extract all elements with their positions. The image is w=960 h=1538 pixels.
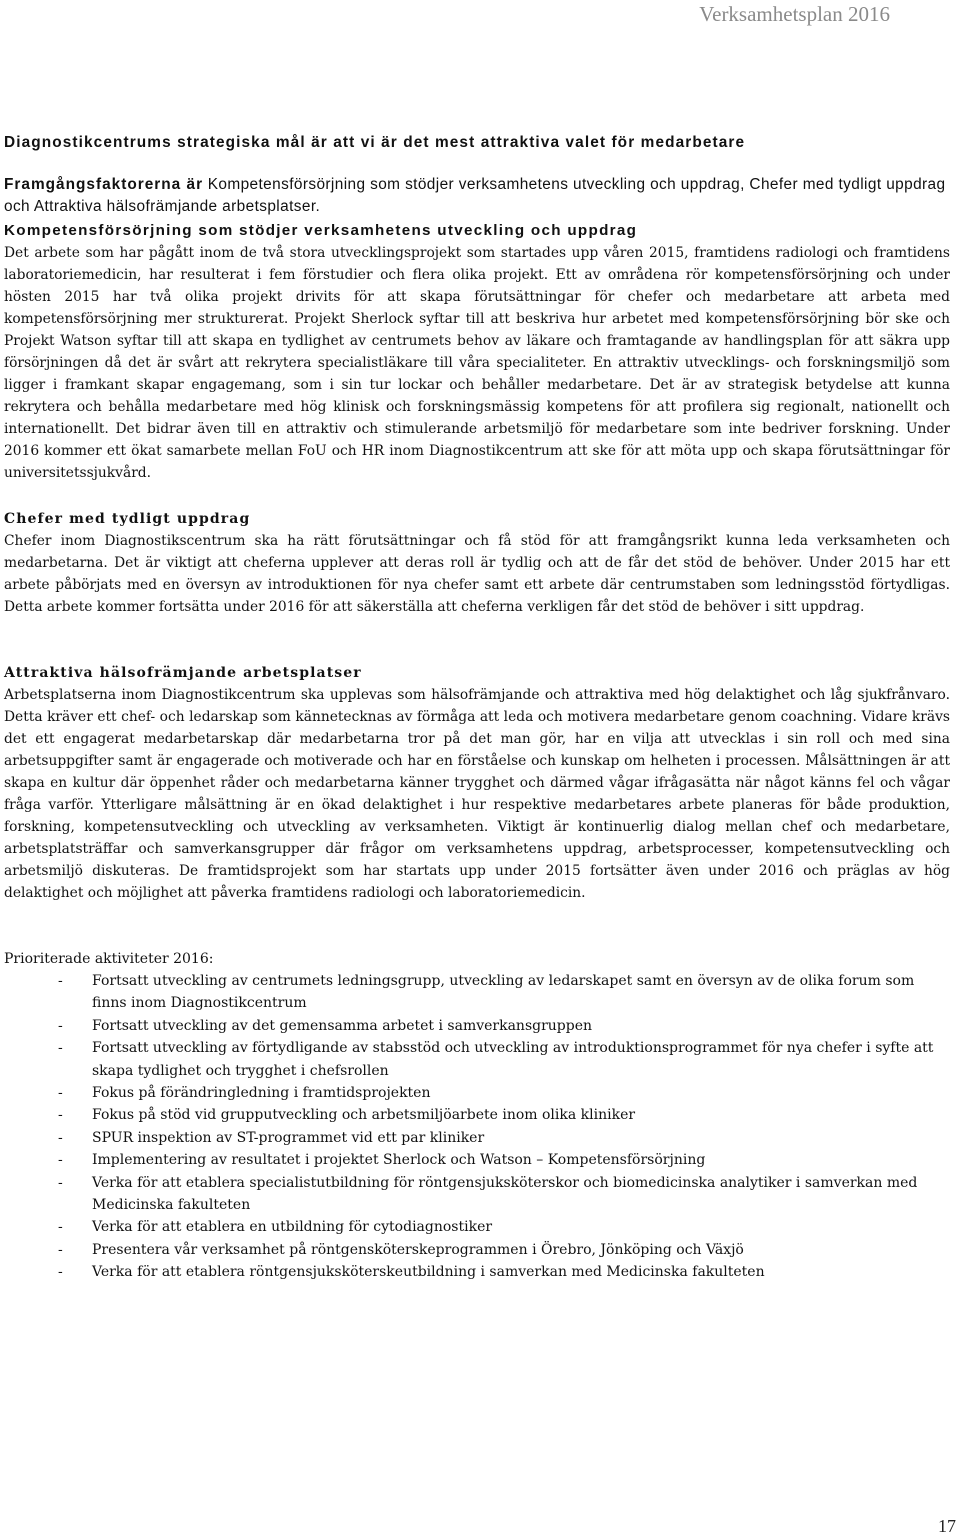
- success-factors-lead: Framgångsfaktorerna är: [4, 176, 204, 193]
- list-bullet: -: [58, 1219, 63, 1236]
- list-item: - Implementering av resultatet i projektet Sherlock och Watson – Kompetensförsörjning: [4, 1149, 950, 1171]
- section-competence: [4, 220, 950, 484]
- section-body-managers: Chefer inom Diagnostikscentrum ska ha rätt förutsättningar och få stöd för att framgångsrikt kunna leda verksamheten och medarbetarna. Det är viktigt att cheferna upplever att deras roll är tydlig och att de får det stöd de behöver. Under 2015 har ett arbete påbörjats med en översyn av introduktionen för nya chefer samt ett arbete där centrumstaben som ledningsstöd förtydligas. Detta arbete kommer fortsätta under 2016 för att säkerställa att cheferna verkligen får det stöd de behöver i sitt uppdrag.: [4, 533, 950, 615]
- list-bullet: -: [58, 1107, 63, 1124]
- list-item: - Verka för att etablera röntgensjuksköterskeutbildning i samverkan med Medicinska fakulteten: [4, 1261, 950, 1283]
- priorities-title: Prioriterade aktiviteter 2016:: [4, 951, 214, 967]
- success-factors-paragraph: [4, 174, 950, 218]
- list-bullet: -: [58, 1174, 63, 1191]
- list-bullet: -: [58, 1040, 63, 1057]
- document-header-title: Verksamhetsplan 2016: [699, 2, 890, 26]
- section-heading-competence: Kompetensförsörjning som stödjer verksamhetens utveckling och uppdrag: [4, 222, 638, 239]
- list-bullet: -: [58, 1129, 63, 1146]
- list-bullet: -: [58, 1085, 63, 1102]
- section-body-workplaces: Arbetsplatserna inom Diagnostikcentrum ska upplevas som hälsofrämjande och attraktiva med hög delaktighet och låg sjukfrånvaro. Detta kräver ett chef- och ledarskap som kännetecknas av förmåga att leda och motivera medarbetare genom coachning. Vidare krävs det ett engagerat medarbetarskap där medarbetarna tror på det man gör, har en vilja att utvecklas i sin roll och med sina arbetsuppgifter samt är engagerade och motiverade och har en förståelse och kunskap om helheten i processen. Målsättningen är att skapa en kultur där öppenhet råder och medarbetarna känner trygghet och därmed vågar ifrågasätta när något känns fel och vågar fråga varför. Ytterligare målsättning är en ökad delaktighet i hur respektive medarbetares arbete planeras för både produktion, forskning, kompetensutveckling och utveckling av verksamheten. Viktigt är kontinuerlig dialog mellan chef och medarbetare, arbetsplatsträffar och samverkansgrupper där frågor om verksamhetens uppdrag, arbetsprocesser, kompetensutveckling och arbetsmiljö diskuteras. De framtidsprojekt som har startats upp under 2015 fortsätter även under 2016 och präglas av hög delaktighet och möjlighet att påverka framtidens radiologi och laboratoriemedicin.: [4, 687, 950, 901]
- list-item: - Fortsatt utveckling av det gemensamma arbetet i samverkansgruppen: [4, 1015, 950, 1037]
- page-content: [4, 132, 950, 1284]
- section-body-competence: Det arbete som har pågått inom de två stora utvecklingsprojekt som startades upp våren 2015, framtidens radiologi och framtidens laboratoriemedicin, har resulterat i fem förstudier och flera olika projekt. Ett av områdena rör kompetensförsörjning och under hösten 2015 har två olika projekt drivits för att skapa förutsättningar för chefer och medarbetare att arbeta med kompetensförsörjning mer strukturerat. Projekt Sherlock syftar till att beskriva hur arbetet med kompetensförsörjning bör ske och Projekt Watson syftar till att skapa en tydlighet av centrumets behov av läkare och framtagande av handlingsplan för att säkra upp försörjningen då det är svårt att rekrytera specialistläkare till våra specialiteter. En attraktiv utvecklings- och forskningsmiljö som ligger i framkant skapar engagemang, som i sin tur lockar och behåller medarbetare. Det är av strategisk betydelse att kunna rekrytera och behålla medarbetare med hög klinisk och forskningsmässig kompetens för att profilera sig regionalt, nationellt och internationellt. Det bidrar även till en attraktiv och stimulerande arbetsmiljö för medarbetare som inte bedriver forskning. Under 2016 kommer ett ökat samarbete mellan FoU och HR inom Diagnostikcentrum att ske för att möta upp och skapa förutsättningar för universitetssjukvård.: [4, 245, 950, 481]
- list-bullet: -: [58, 1241, 63, 1258]
- list-item: - Presentera vår verksamhet på röntgensköterskeprogrammen i Örebro, Jönköping och Växjö: [4, 1239, 950, 1261]
- list-bullet: -: [58, 1152, 63, 1169]
- list-item: - SPUR inspektion av ST-programmet vid ett par kliniker: [4, 1127, 950, 1149]
- page-number: 17: [938, 1516, 956, 1536]
- section-heading-managers: Chefer med tydligt uppdrag: [4, 511, 251, 527]
- list-bullet: -: [58, 1017, 63, 1034]
- list-item: - Fokus på stöd vid grupputveckling och arbetsmiljöarbete inom olika kliniker: [4, 1104, 950, 1126]
- list-item: - Verka för att etablera en utbildning för cytodiagnostiker: [4, 1216, 950, 1238]
- section-workplaces: [4, 662, 950, 904]
- main-heading: Diagnostikcentrums strategiska mål är att vi är det mest attraktiva valet för medarbetare: [4, 134, 746, 151]
- priorities-list: [4, 970, 950, 1284]
- list-item: - Fokus på förändringledning i framtidsprojekten: [4, 1082, 950, 1104]
- list-item: - Fortsatt utveckling av centrumets ledningsgrupp, utveckling av ledarskapet samt en översyn av de olika forum som finns inom Diagnostikcentrum: [4, 970, 950, 1015]
- priorities-section: [4, 948, 950, 1284]
- success-factors-text: Kompetensförsörjning som stödjer verksamhetens utveckling och uppdrag, Chefer med tydligt uppdrag och Attraktiva hälsofrämjande arbetsplatser.: [4, 176, 946, 215]
- list-bullet: -: [58, 1264, 63, 1281]
- section-heading-workplaces: Attraktiva hälsofrämjande arbetsplatser: [4, 665, 362, 681]
- list-item: - Fortsatt utveckling av förtydligande av stabsstöd och utveckling av introduktionsprogrammet för nya chefer i syfte att skapa tydlighet och trygghet i chefsrollen: [4, 1037, 950, 1082]
- section-managers: [4, 508, 950, 618]
- list-item: - Verka för att etablera specialistutbildning för röntgensjuksköterskor och biomedicinska analytiker i samverkan med Medicinska fakulteten: [4, 1172, 950, 1217]
- list-bullet: -: [58, 973, 63, 989]
